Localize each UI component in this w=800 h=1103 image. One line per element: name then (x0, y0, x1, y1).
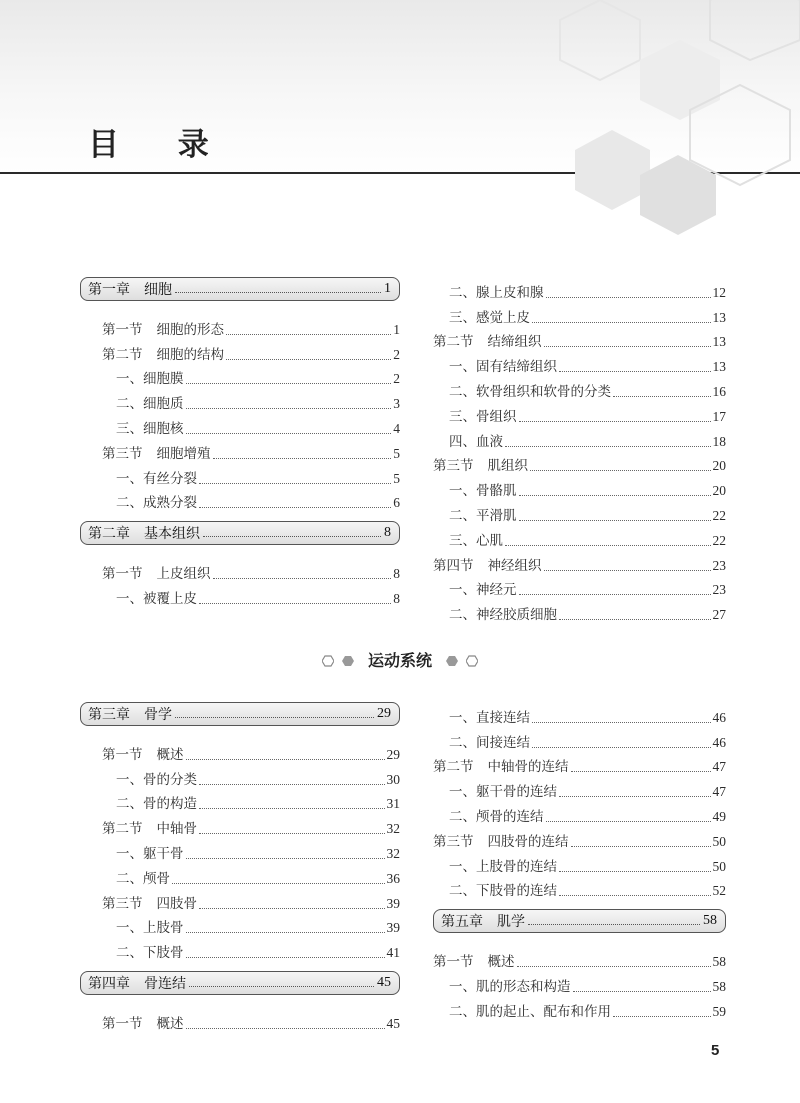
dot-leader (528, 924, 700, 925)
section-number: 第三节 (102, 445, 143, 462)
dot-leader (199, 784, 385, 785)
page-ref: 29 (377, 706, 391, 721)
dot-leader (613, 1016, 711, 1017)
dot-leader (544, 570, 711, 571)
toc-section-entry[interactable] (433, 327, 726, 352)
item-title: 一、躯干骨 (116, 845, 184, 862)
dot-leader (532, 747, 711, 748)
dot-leader (199, 507, 391, 508)
chapter-title: 肌学 (497, 914, 525, 931)
toc-item-entry[interactable] (433, 277, 726, 302)
toc-item-entry[interactable] (80, 388, 400, 413)
dot-leader (571, 846, 711, 847)
item-title: 一、躯干骨的连结 (449, 784, 557, 801)
dot-leader (559, 895, 711, 896)
toc-column-right-2 (433, 702, 726, 1021)
hexagon-filled-icon (342, 655, 354, 667)
section-number: 第二节 (433, 759, 474, 776)
section-title: 概述 (156, 746, 184, 763)
section-title: 概述 (487, 954, 515, 971)
dot-leader (199, 908, 385, 909)
item-title: 一、有丝分裂 (116, 470, 197, 487)
dot-leader (189, 986, 374, 987)
dot-leader (175, 292, 381, 293)
item-title: 一、肌的形态和构造 (449, 978, 571, 995)
dot-leader (571, 771, 711, 772)
toc-column-left-2 (80, 702, 400, 1033)
toc-section-entry[interactable] (80, 438, 400, 463)
part-heading-text: 运动系统 (367, 650, 432, 670)
section-title: 概述 (156, 1015, 184, 1032)
toc-section-entry[interactable] (80, 339, 400, 364)
item-title: 一、上肢骨 (116, 920, 184, 937)
chapter-number: 第三章 (88, 707, 130, 723)
page-ref: 30 (386, 771, 400, 787)
toc-column-right-1 (433, 277, 726, 624)
item-title: 二、颅骨的连结 (449, 808, 544, 825)
toc-chapter-entry[interactable] (80, 971, 400, 995)
dot-leader (519, 495, 711, 496)
item-title: 二、成熟分裂 (116, 495, 197, 512)
dot-leader (519, 594, 711, 595)
toc-chapter-entry[interactable] (433, 909, 726, 933)
toc-item-entry[interactable] (433, 302, 726, 327)
toc-item-entry[interactable] (80, 583, 400, 608)
chapter-number: 第二章 (88, 526, 130, 543)
item-title: 三、心肌 (449, 532, 503, 549)
dot-leader (517, 966, 711, 967)
page-ref: 23 (712, 582, 726, 598)
section-number: 第三节 (433, 458, 474, 475)
page-ref: 23 (712, 557, 726, 573)
dot-leader (213, 458, 392, 459)
item-title: 二、腺上皮和腺 (449, 284, 544, 301)
page-number: 5 (711, 1042, 720, 1059)
toc-item-entry[interactable] (80, 937, 400, 962)
item-title: 一、上肢骨的连结 (449, 858, 557, 875)
dot-leader (559, 619, 711, 620)
section-number: 第二节 (433, 334, 474, 351)
page-header (0, 0, 800, 174)
section-number: 第三节 (433, 833, 474, 850)
toc-section-entry[interactable] (433, 752, 726, 777)
item-title: 一、骨骼肌 (449, 483, 517, 500)
chapter-number: 第一章 (88, 282, 130, 298)
page-ref: 46 (712, 734, 726, 750)
section-title: 结缔组织 (487, 334, 542, 351)
dot-leader (559, 796, 711, 797)
page-ref: 6 (393, 495, 400, 511)
chapter-title: 细胞 (144, 282, 172, 298)
section-number: 第二节 (102, 346, 143, 363)
section-number: 第三节 (102, 895, 143, 912)
item-title: 二、下肢骨的连结 (449, 883, 557, 900)
item-title: 一、被覆上皮 (116, 590, 197, 607)
dot-leader (573, 991, 711, 992)
item-title: 二、骨的构造 (116, 796, 197, 813)
dot-leader (203, 536, 381, 537)
page-ref: 50 (712, 833, 726, 849)
toc-chapter-entry[interactable] (80, 277, 400, 301)
toc-item-entry[interactable] (433, 727, 726, 752)
section-title: 肌组织 (487, 458, 528, 475)
chapter-title: 骨连结 (144, 976, 186, 993)
toc-section-entry[interactable] (80, 558, 400, 583)
dot-leader (532, 722, 711, 723)
dot-leader (186, 383, 392, 384)
page-ref: 8 (393, 566, 400, 582)
toc-item-entry[interactable] (433, 702, 726, 727)
toc-section-entry[interactable] (433, 550, 726, 575)
page-ref: 31 (386, 796, 400, 812)
toc-item-entry[interactable] (80, 789, 400, 814)
item-title: 二、细胞质 (116, 396, 184, 413)
page-ref: 49 (712, 808, 726, 824)
page-ref: 27 (712, 607, 726, 623)
section-title: 神经组织 (487, 557, 542, 574)
item-title: 二、平滑肌 (449, 507, 517, 524)
hexagon-outline-icon (466, 655, 478, 667)
page-ref: 13 (712, 334, 726, 350)
dot-leader (186, 957, 385, 958)
page-ref: 32 (386, 821, 400, 837)
page-ref: 8 (393, 590, 400, 606)
page-ref: 12 (712, 284, 726, 300)
hexagon-filled-icon (446, 655, 458, 667)
dot-leader (544, 346, 711, 347)
page-ref: 17 (712, 408, 726, 424)
chapter-title: 基本组织 (144, 526, 200, 543)
page-ref: 3 (393, 396, 400, 412)
item-title: 二、肌的起止、配布和作用 (449, 1003, 611, 1020)
section-title: 上皮组织 (156, 566, 211, 583)
page-ref: 39 (386, 895, 400, 911)
dot-leader (199, 483, 391, 484)
dot-leader (186, 433, 392, 434)
toc-column-left-1 (80, 277, 400, 608)
item-title: 三、感觉上皮 (449, 309, 530, 326)
page-ref: 2 (393, 346, 400, 362)
item-title: 二、颅骨 (116, 870, 170, 887)
page-ref: 58 (712, 954, 726, 970)
section-number: 第一节 (102, 746, 143, 763)
item-title: 一、细胞膜 (116, 371, 184, 388)
item-title: 三、细胞核 (116, 420, 184, 437)
section-title: 细胞的结构 (156, 346, 224, 363)
page-ref: 45 (386, 1015, 400, 1031)
section-title: 细胞增殖 (156, 445, 211, 462)
page-title: 目 录 (88, 127, 233, 163)
toc-section-entry[interactable] (433, 826, 726, 851)
toc-item-entry[interactable] (80, 364, 400, 389)
section-number: 第一节 (102, 566, 143, 583)
item-title: 四、血液 (449, 433, 503, 450)
page-ref: 50 (712, 858, 726, 874)
toc-item-entry[interactable] (433, 426, 726, 451)
dot-leader (186, 858, 385, 859)
toc-item-entry[interactable] (433, 376, 726, 401)
toc-item-entry[interactable] (80, 863, 400, 888)
page-ref: 32 (386, 845, 400, 861)
part-heading (0, 648, 800, 673)
toc-section-entry[interactable] (80, 888, 400, 913)
toc-item-entry[interactable] (433, 401, 726, 426)
page-ref: 58 (703, 913, 717, 929)
toc-item-entry[interactable] (80, 913, 400, 938)
dot-leader (199, 808, 385, 809)
item-title: 一、固有结缔组织 (449, 359, 557, 376)
dot-leader (186, 1028, 385, 1029)
page-ref: 39 (386, 920, 400, 936)
page-ref: 46 (712, 709, 726, 725)
toc-chapter-entry[interactable] (80, 521, 400, 545)
toc-item-entry[interactable] (80, 488, 400, 513)
page-ref: 8 (384, 525, 391, 541)
toc-item-entry[interactable] (433, 500, 726, 525)
toc-item-entry[interactable] (80, 838, 400, 863)
toc-item-entry[interactable] (433, 525, 726, 550)
item-title: 二、间接连结 (449, 734, 530, 751)
page-ref: 41 (386, 945, 400, 961)
page-ref: 1 (384, 281, 391, 296)
toc-section-entry[interactable] (433, 946, 726, 971)
item-title: 一、直接连结 (449, 709, 530, 726)
dot-leader (172, 883, 385, 884)
header-rule (0, 172, 800, 174)
hexagon-outline-icon (322, 655, 334, 667)
section-title: 中轴骨的连结 (487, 759, 569, 776)
toc-item-entry[interactable] (433, 575, 726, 600)
page-ref: 1 (393, 321, 400, 337)
toc-section-entry[interactable] (433, 451, 726, 476)
page-ref: 20 (712, 483, 726, 499)
page-ref: 36 (386, 870, 400, 886)
dot-leader (530, 470, 711, 471)
dot-leader (186, 932, 385, 933)
dot-leader (559, 871, 711, 872)
section-number: 第一节 (102, 1015, 143, 1032)
chapter-number: 第五章 (441, 914, 483, 931)
toc-item-entry[interactable] (80, 764, 400, 789)
chapter-number: 第四章 (88, 976, 130, 993)
dot-leader (519, 520, 711, 521)
toc-section-entry[interactable] (80, 739, 400, 764)
chapter-title: 骨学 (144, 707, 172, 723)
dot-leader (546, 821, 711, 822)
toc-chapter-entry[interactable] (80, 702, 400, 726)
item-title: 一、骨的分类 (116, 771, 197, 788)
page-ref: 16 (712, 383, 726, 399)
dot-leader (186, 759, 385, 760)
dot-leader (559, 371, 711, 372)
section-title: 四肢骨的连结 (487, 833, 569, 850)
toc-item-entry[interactable] (433, 971, 726, 996)
toc-item-entry[interactable] (433, 599, 726, 624)
page-ref: 13 (712, 309, 726, 325)
dot-leader (546, 297, 711, 298)
page-ref: 18 (712, 433, 726, 449)
dot-leader (505, 446, 711, 447)
page-ref: 5 (393, 445, 400, 461)
item-title: 三、骨组织 (449, 408, 517, 425)
section-number: 第一节 (433, 954, 474, 971)
toc-item-entry[interactable] (433, 876, 726, 901)
section-number: 第二节 (102, 821, 143, 838)
page-ref: 4 (393, 420, 400, 436)
toc-item-entry[interactable] (433, 475, 726, 500)
dot-leader (199, 833, 385, 834)
page-ref: 20 (712, 458, 726, 474)
page-ref: 47 (712, 784, 726, 800)
page-ref: 45 (377, 975, 391, 991)
dot-leader (613, 396, 711, 397)
page-ref: 47 (712, 759, 726, 775)
toc-section-entry[interactable] (80, 314, 400, 339)
dot-leader (505, 545, 711, 546)
page-ref: 5 (393, 470, 400, 486)
page-ref: 22 (712, 507, 726, 523)
item-title: 二、神经胶质细胞 (449, 607, 557, 624)
dot-leader (519, 421, 711, 422)
toc-item-entry[interactable] (433, 801, 726, 826)
toc-section-entry[interactable] (80, 813, 400, 838)
item-title: 一、神经元 (449, 582, 517, 599)
dot-leader (175, 717, 374, 718)
page-ref: 59 (712, 1003, 726, 1019)
section-number: 第一节 (102, 321, 143, 338)
toc-item-entry[interactable] (80, 413, 400, 438)
section-number: 第四节 (433, 557, 474, 574)
item-title: 二、软骨组织和软骨的分类 (449, 383, 611, 400)
toc-item-entry[interactable] (433, 351, 726, 376)
section-title: 细胞的形态 (156, 321, 224, 338)
page-ref: 29 (386, 746, 400, 762)
dot-leader (226, 359, 391, 360)
toc-section-entry[interactable] (80, 1008, 400, 1033)
toc-item-entry[interactable] (433, 996, 726, 1021)
toc-item-entry[interactable] (433, 776, 726, 801)
page-ref: 58 (712, 978, 726, 994)
dot-leader (213, 578, 392, 579)
page-ref: 52 (712, 883, 726, 899)
item-title: 二、下肢骨 (116, 945, 184, 962)
section-title: 四肢骨 (156, 895, 197, 912)
toc-item-entry[interactable] (80, 463, 400, 488)
page-ref: 13 (712, 359, 726, 375)
dot-leader (532, 322, 711, 323)
dot-leader (226, 334, 391, 335)
dot-leader (199, 603, 391, 604)
page-ref: 22 (712, 532, 726, 548)
page-ref: 2 (393, 371, 400, 387)
dot-leader (186, 408, 392, 409)
toc-item-entry[interactable] (433, 851, 726, 876)
section-title: 中轴骨 (156, 821, 197, 838)
